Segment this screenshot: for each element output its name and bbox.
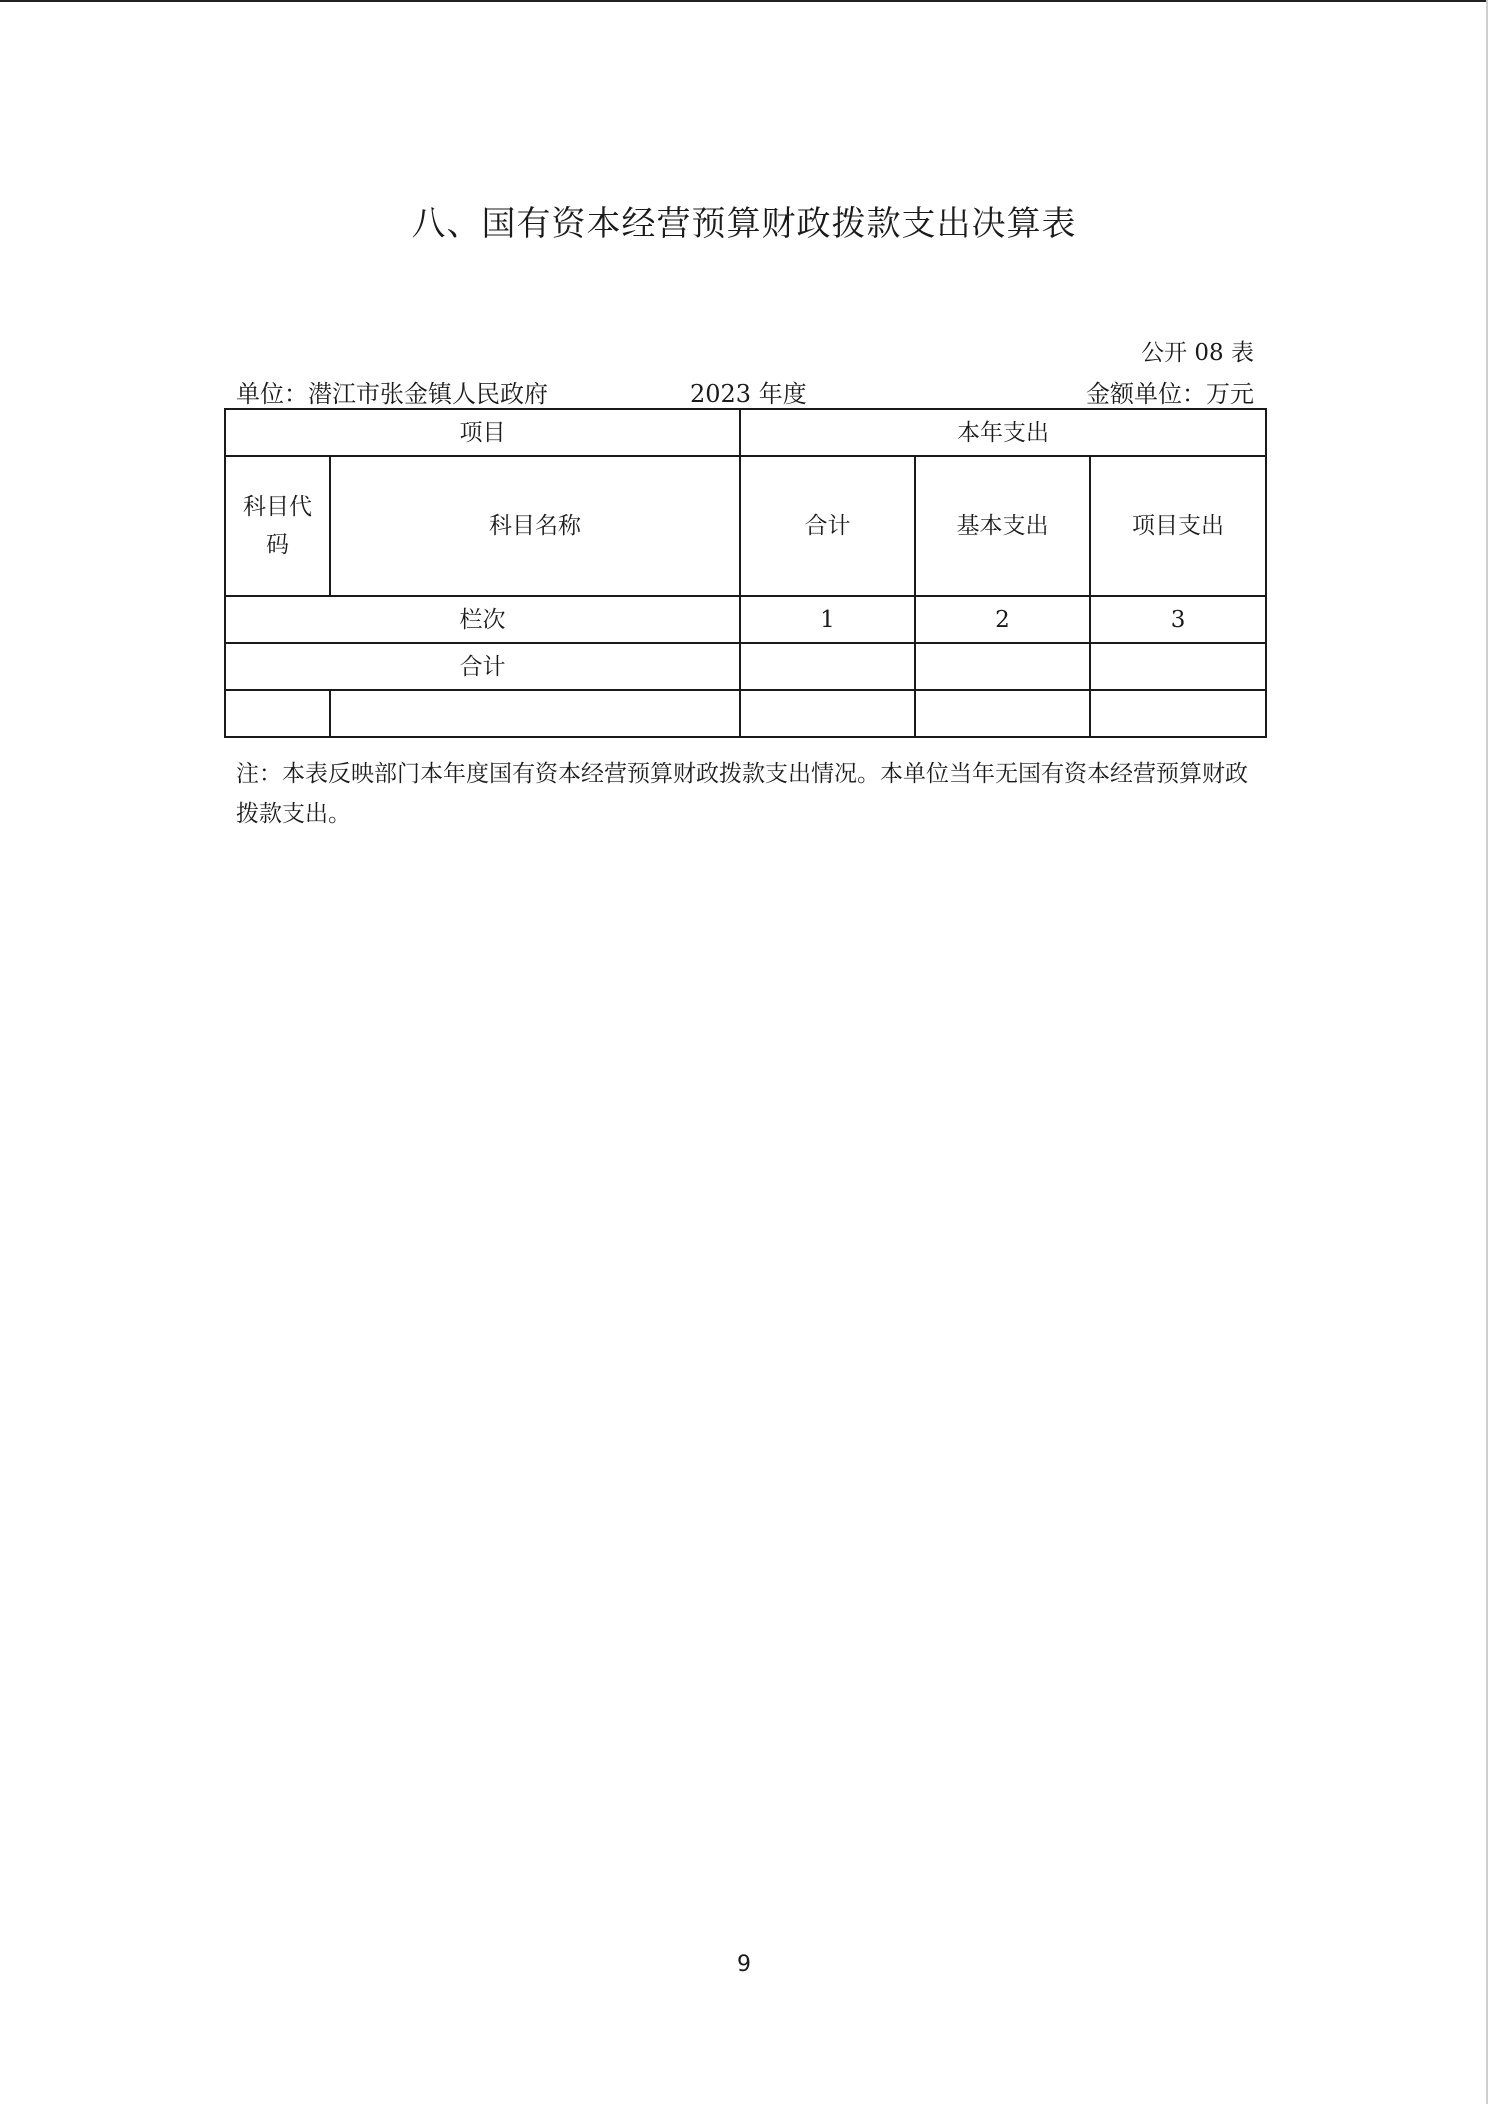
total-row [225,643,1266,690]
empty-project-cell [1090,690,1266,737]
table-row [225,690,1266,737]
column-index-label: 栏次 [225,596,740,643]
currency-unit: 金额单位：万元 [1086,380,1254,408]
total-project-cell [1090,643,1266,690]
empty-basic-cell [915,690,1090,737]
table-subheader-row [225,456,1266,596]
empty-name-cell [330,690,740,737]
empty-code-cell [225,690,330,737]
header-total: 合计 [740,456,915,596]
table-note: 注：本表反映部门本年度国有资本经营预算财政拨款支出情况。本单位当年无国有资本经营预算财政拨款支出。 [236,761,1248,827]
header-item: 项目 [225,409,740,456]
header-basic-expense: 基本支出 [915,456,1090,596]
column-index-2: 2 [915,596,1090,643]
empty-total-cell [740,690,915,737]
total-label: 合计 [225,643,740,690]
page-top-border [0,0,1488,2]
header-subject-code-text: 科目代码 [243,494,312,558]
column-index-3: 3 [1090,596,1266,643]
header-subject-code [225,456,330,596]
reporting-unit: 单位：潜江市张金镇人民政府 [236,380,548,408]
meta-row [236,374,1254,406]
total-basic-cell [915,643,1090,690]
table-header-row [225,409,1266,456]
header-project-expense: 项目支出 [1090,456,1266,596]
header-subject-name: 科目名称 [330,456,740,596]
column-index-row [225,596,1266,643]
page-number: 9 [737,1952,751,1977]
fiscal-year: 2023 年度 [690,380,807,408]
form-number: 公开 08 表 [1141,340,1254,366]
total-cell [740,643,915,690]
document-title: 八、国有资本经营预算财政拨款支出决算表 [411,204,1077,244]
column-index-1: 1 [740,596,915,643]
expenditure-table [224,408,1267,738]
header-current-year-expense: 本年支出 [740,409,1266,456]
